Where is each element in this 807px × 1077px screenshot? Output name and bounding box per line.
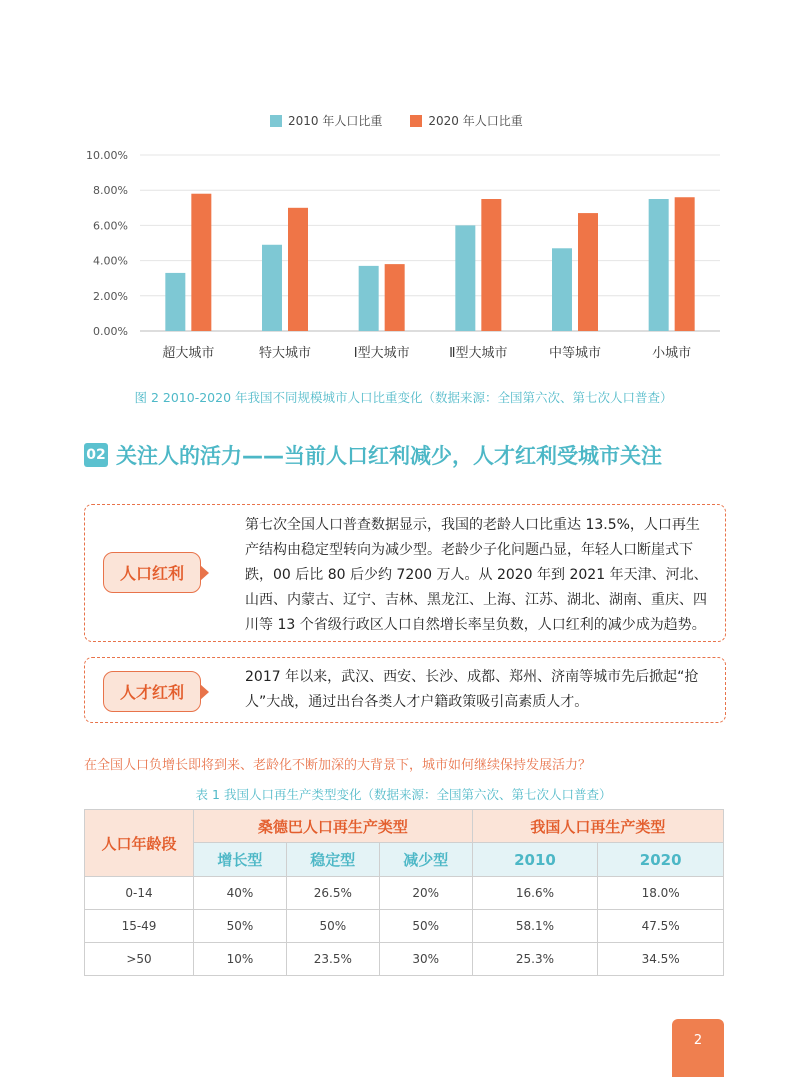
bar-2010	[262, 245, 282, 331]
x-tick-label: 小城市	[652, 346, 692, 361]
y-tick-label: 10.00%	[86, 149, 128, 162]
callout-text: 2017 年以来，武汉、西安、长沙、成都、郑州、济南等城市先后掀起“抢人”大战，通过出台各类人才户籍政策吸引高素质人才。	[245, 669, 699, 710]
table-row	[85, 877, 724, 910]
question-text: 在全国人口负增长即将到来、老龄化不断加深的大背景下，城市如何继续保持发展活力？	[84, 758, 592, 773]
bar-2020	[675, 197, 695, 331]
bar-chart	[0, 100, 807, 370]
x-tick-label: Ⅱ型大城市	[449, 346, 508, 361]
table-sub-header: 稳定型	[286, 843, 379, 877]
callout-tag: 人才红利	[103, 671, 201, 712]
callout-tag: 人口红利	[103, 552, 201, 593]
legend-label-2010: 2010 年人口比重	[288, 114, 383, 128]
table-cell: 23.5%	[286, 943, 379, 976]
table-sub-header: 减少型	[379, 843, 472, 877]
y-tick-label: 2.00%	[93, 289, 128, 303]
x-tick-label: 超大城市	[162, 346, 215, 361]
callout-talent-dividend	[84, 657, 726, 723]
y-tick-label: 8.00%	[93, 184, 128, 198]
y-tick-label: 0.00%	[93, 325, 128, 338]
bar-2010	[552, 248, 572, 331]
figure-caption: 图 2 2010-2020 年我国不同规模城市人口比重变化（数据来源：全国第六次、第七次人口普查）	[134, 390, 673, 405]
legend-label-2020: 2020 年人口比重	[428, 114, 523, 128]
bar-2020	[481, 199, 501, 331]
table-cell: 10%	[194, 943, 287, 976]
table-group-header-2: 我国人口再生产类型	[472, 810, 723, 843]
table-cell: 26.5%	[286, 877, 379, 910]
table-cell: >50	[85, 943, 194, 976]
table-cell: 18.0%	[598, 877, 724, 910]
bar-2010	[649, 199, 669, 331]
table-cell: 0-14	[85, 877, 194, 910]
table-cell: 15-49	[85, 910, 194, 943]
bar-2020	[578, 213, 598, 331]
x-tick-label: 中等城市	[548, 346, 602, 361]
y-tick-label: 6.00%	[93, 219, 128, 233]
table-cell: 30%	[379, 943, 472, 976]
bar-2010	[455, 225, 475, 331]
section-title: 关注人的活力——当前人口红利减少，人才红利受城市关注	[116, 444, 662, 468]
table-cell: 58.1%	[472, 910, 598, 943]
section-heading	[84, 440, 662, 470]
x-tick-label: 特大城市	[258, 346, 312, 361]
table-sub-header: 2020	[598, 843, 724, 877]
bar-2020	[385, 264, 405, 331]
table-sub-header: 增长型	[194, 843, 287, 877]
population-table	[84, 809, 724, 976]
bar-2010	[165, 273, 185, 331]
table-title: 表 1 我国人口再生产类型变化（数据来源：全国第六次、第七次人口普查）	[195, 787, 612, 802]
x-tick-label: Ⅰ型大城市	[353, 346, 410, 361]
bar-2020	[191, 194, 211, 331]
table-sub-header: 2010	[472, 843, 598, 877]
table-cell: 40%	[194, 877, 287, 910]
bar-2010	[359, 266, 379, 331]
callout-text: 第七次全国人口普查数据显示，我国的老龄人口比重达 13.5%，人口再生产结构由稳定型转向为减少型。老龄少子化问题凸显，年轻人口断崖式下跌，00 后比 80 后少约 7200 万人。从 2020 年到 2021 年天津、河北、山西、内蒙古、辽宁、吉林、黑龙江、上海、江苏、湖北、湖南、重庆、四川等 13 个省级行政区人口自然增长率呈负数，人口红利的减少成为趋势。	[245, 517, 708, 633]
table-cell: 47.5%	[598, 910, 724, 943]
table-cell: 34.5%	[598, 943, 724, 976]
callout-population-dividend	[84, 504, 726, 642]
page-number: 2	[672, 1019, 724, 1077]
table-cell: 25.3%	[472, 943, 598, 976]
bar-2020	[288, 208, 308, 331]
table-row	[85, 910, 724, 943]
table-row	[85, 943, 724, 976]
y-tick-label: 4.00%	[93, 254, 128, 268]
table-row-header: 人口年龄段	[85, 810, 194, 877]
table-cell: 50%	[286, 910, 379, 943]
table-cell: 50%	[379, 910, 472, 943]
table-cell: 20%	[379, 877, 472, 910]
section-number-badge: 02	[84, 443, 108, 467]
table-group-header-1: 桑德巴人口再生产类型	[194, 810, 473, 843]
table-cell: 16.6%	[472, 877, 598, 910]
table-cell: 50%	[194, 910, 287, 943]
